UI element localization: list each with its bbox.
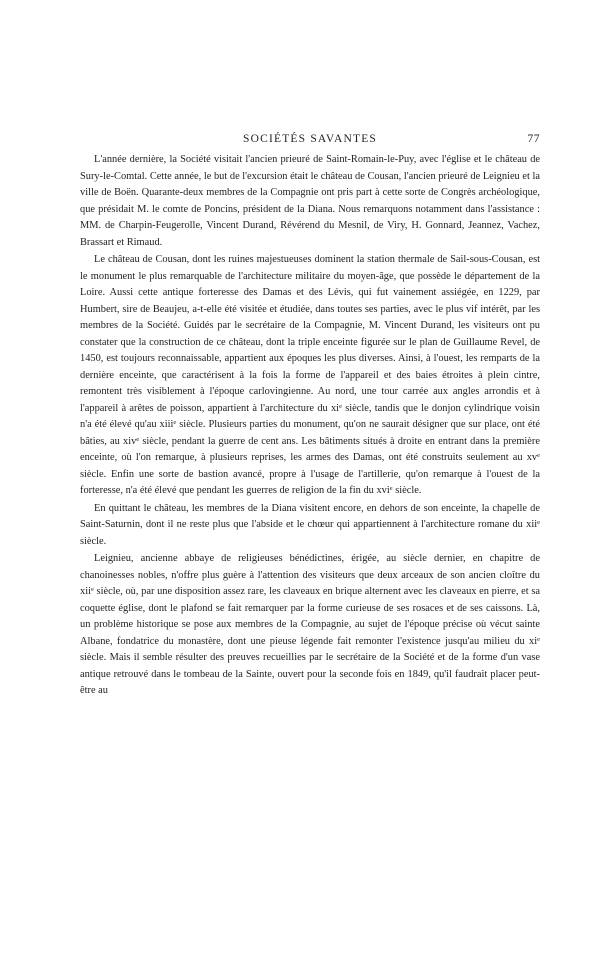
text-run: siècle. [80, 535, 107, 547]
paragraph [80, 501, 540, 551]
text-run: L'année dernière, la Société visitait l'ancien prieuré de Saint-Romain-le-Puy, avec l'église et le château de Sury-le-Comtal. Cette année, le but de l'excursion était le château de Cousan, l'ancien prieuré de Leignieu et la ville de Boën. Quarante-deux membres de la Compagnie ont pris part à cette sorte de Congrès archéologique, que présidait M. le comte de Poncins, président de la Diana. Nous remarquons notamment dans l'assistance : MM. de Charpin-Feugerolle, Vincent Durand, Révérend du Mesnil, de Viry, H. Gonnard, Jeannez, Vachez, Brassart et Rimaud. [80, 154, 540, 248]
text-run: Le château de Cousan, dont les ruines majestueuses dominent la station thermale de Sail-sous-Cousan, est le monument le plus remarquable de l'architecture militaire du moyen-âge, que possède le département de la Loire. Aussi cette antique forteresse des Damas et des Lévis, qui fut vainement assiégée, en 1229, par Humbert, sire de Beaujeu, a-t-elle été visitée et étudiée, dans toutes ses parties, avec le plus vif intérêt, par les membres de la Société. Guidés par le secrétaire de la Compagnie, M. Vincent Durand, les visiteurs ont pu constater que la construction de ce château, dont la triple enceinte figurée sur le plan de Guillaume Revel, de 1450, est toujours reconnaissable, appartient aux époques les plus diverses. Ainsi, à l'ouest, les remparts de la dernière enceinte, que caractérisent à la fois la forme de l'appareil et des baies étroites à plein cintre, remontent très visiblement à l'époque carlovingienne. Au nord, une tour carrée aux angles arrondis et à l'appareil à arêtes de poisson, appartient à l'architecture du xi [80, 254, 540, 414]
body-text [80, 152, 540, 700]
superscript: e [389, 485, 393, 492]
text-run: siècle, tandis que le donjon cylindrique voisin n'a été élevé qu'au xiii [80, 402, 540, 430]
superscript: e [537, 452, 540, 459]
page-number: 77 [527, 133, 540, 145]
superscript: e [90, 586, 94, 593]
text-run: siècle. Plusieurs parties du monument, qu'on ne saurait désigner que sur place, ont été bâties, au xiv [80, 419, 540, 447]
paragraph [80, 252, 540, 500]
text-run: siècle. Enfin une sorte de bastion avancé, propre à l'usage de l'artillerie, qu'on remarque à l'ouest de la forteresse, n'a été élevé que pendant les guerres de religion de la fin du xvi [80, 468, 540, 496]
superscript: e [537, 519, 540, 526]
text-run: siècle, pendant la guerre de cent ans. Les bâtiments situés à droite en entrant dans la première enceinte, où l'on remarque, à plusieurs reprises, les armes des Damas, ont été construits seulement au xv [80, 435, 540, 463]
paragraph [80, 152, 540, 251]
paragraph [80, 551, 540, 700]
superscript: e [173, 419, 177, 426]
text-run: siècle. Mais il semble résulter des preuves recueillies par le secrétaire de la Société et de la forme d'un vase antique retrouvé dans le tombeau de la Sainte, ouvert pour la seconde fois en 1849, qu'il faudrait placer peut-être au [80, 652, 540, 696]
text-run: En quittant le château, les membres de la Diana visitent encore, en dehors de son enceinte, la chapelle de Saint-Saturnin, dont il ne reste plus que l'abside et le chœur qui appartiennent à l'architecture romane du xii [80, 502, 540, 530]
superscript: e [537, 635, 540, 643]
page-header [80, 133, 540, 149]
superscript: e [339, 402, 342, 410]
text-run: Leignieu, ancienne abbaye de religieuses bénédictines, érigée, au siècle dernier, en chapitre de chanoinesses nobles, n'offre plus guère à l'attention des visiteurs que deux arceaux de son ancien cloître du xii [80, 553, 540, 597]
running-title: SOCIÉTÉS SAVANTES [242, 133, 378, 145]
text-run: siècle. [392, 485, 422, 496]
text-run: siècle, où, par une disposition assez rare, les claveaux en brique alternent avec les claveaux en pierre, et sa coquette église, dont le plafond se fait remarquer par la forme curieuse de ses rosaces et de ses caissons. Là, un problème historique se pose aux membres de la Compagnie, au sujet de l'époque précise où vécut sainte Albane, fondatrice du monastère, dont une pieuse légende fait remonter l'existence jusqu'au milieu du xi [80, 586, 540, 647]
superscript: e [136, 435, 140, 443]
